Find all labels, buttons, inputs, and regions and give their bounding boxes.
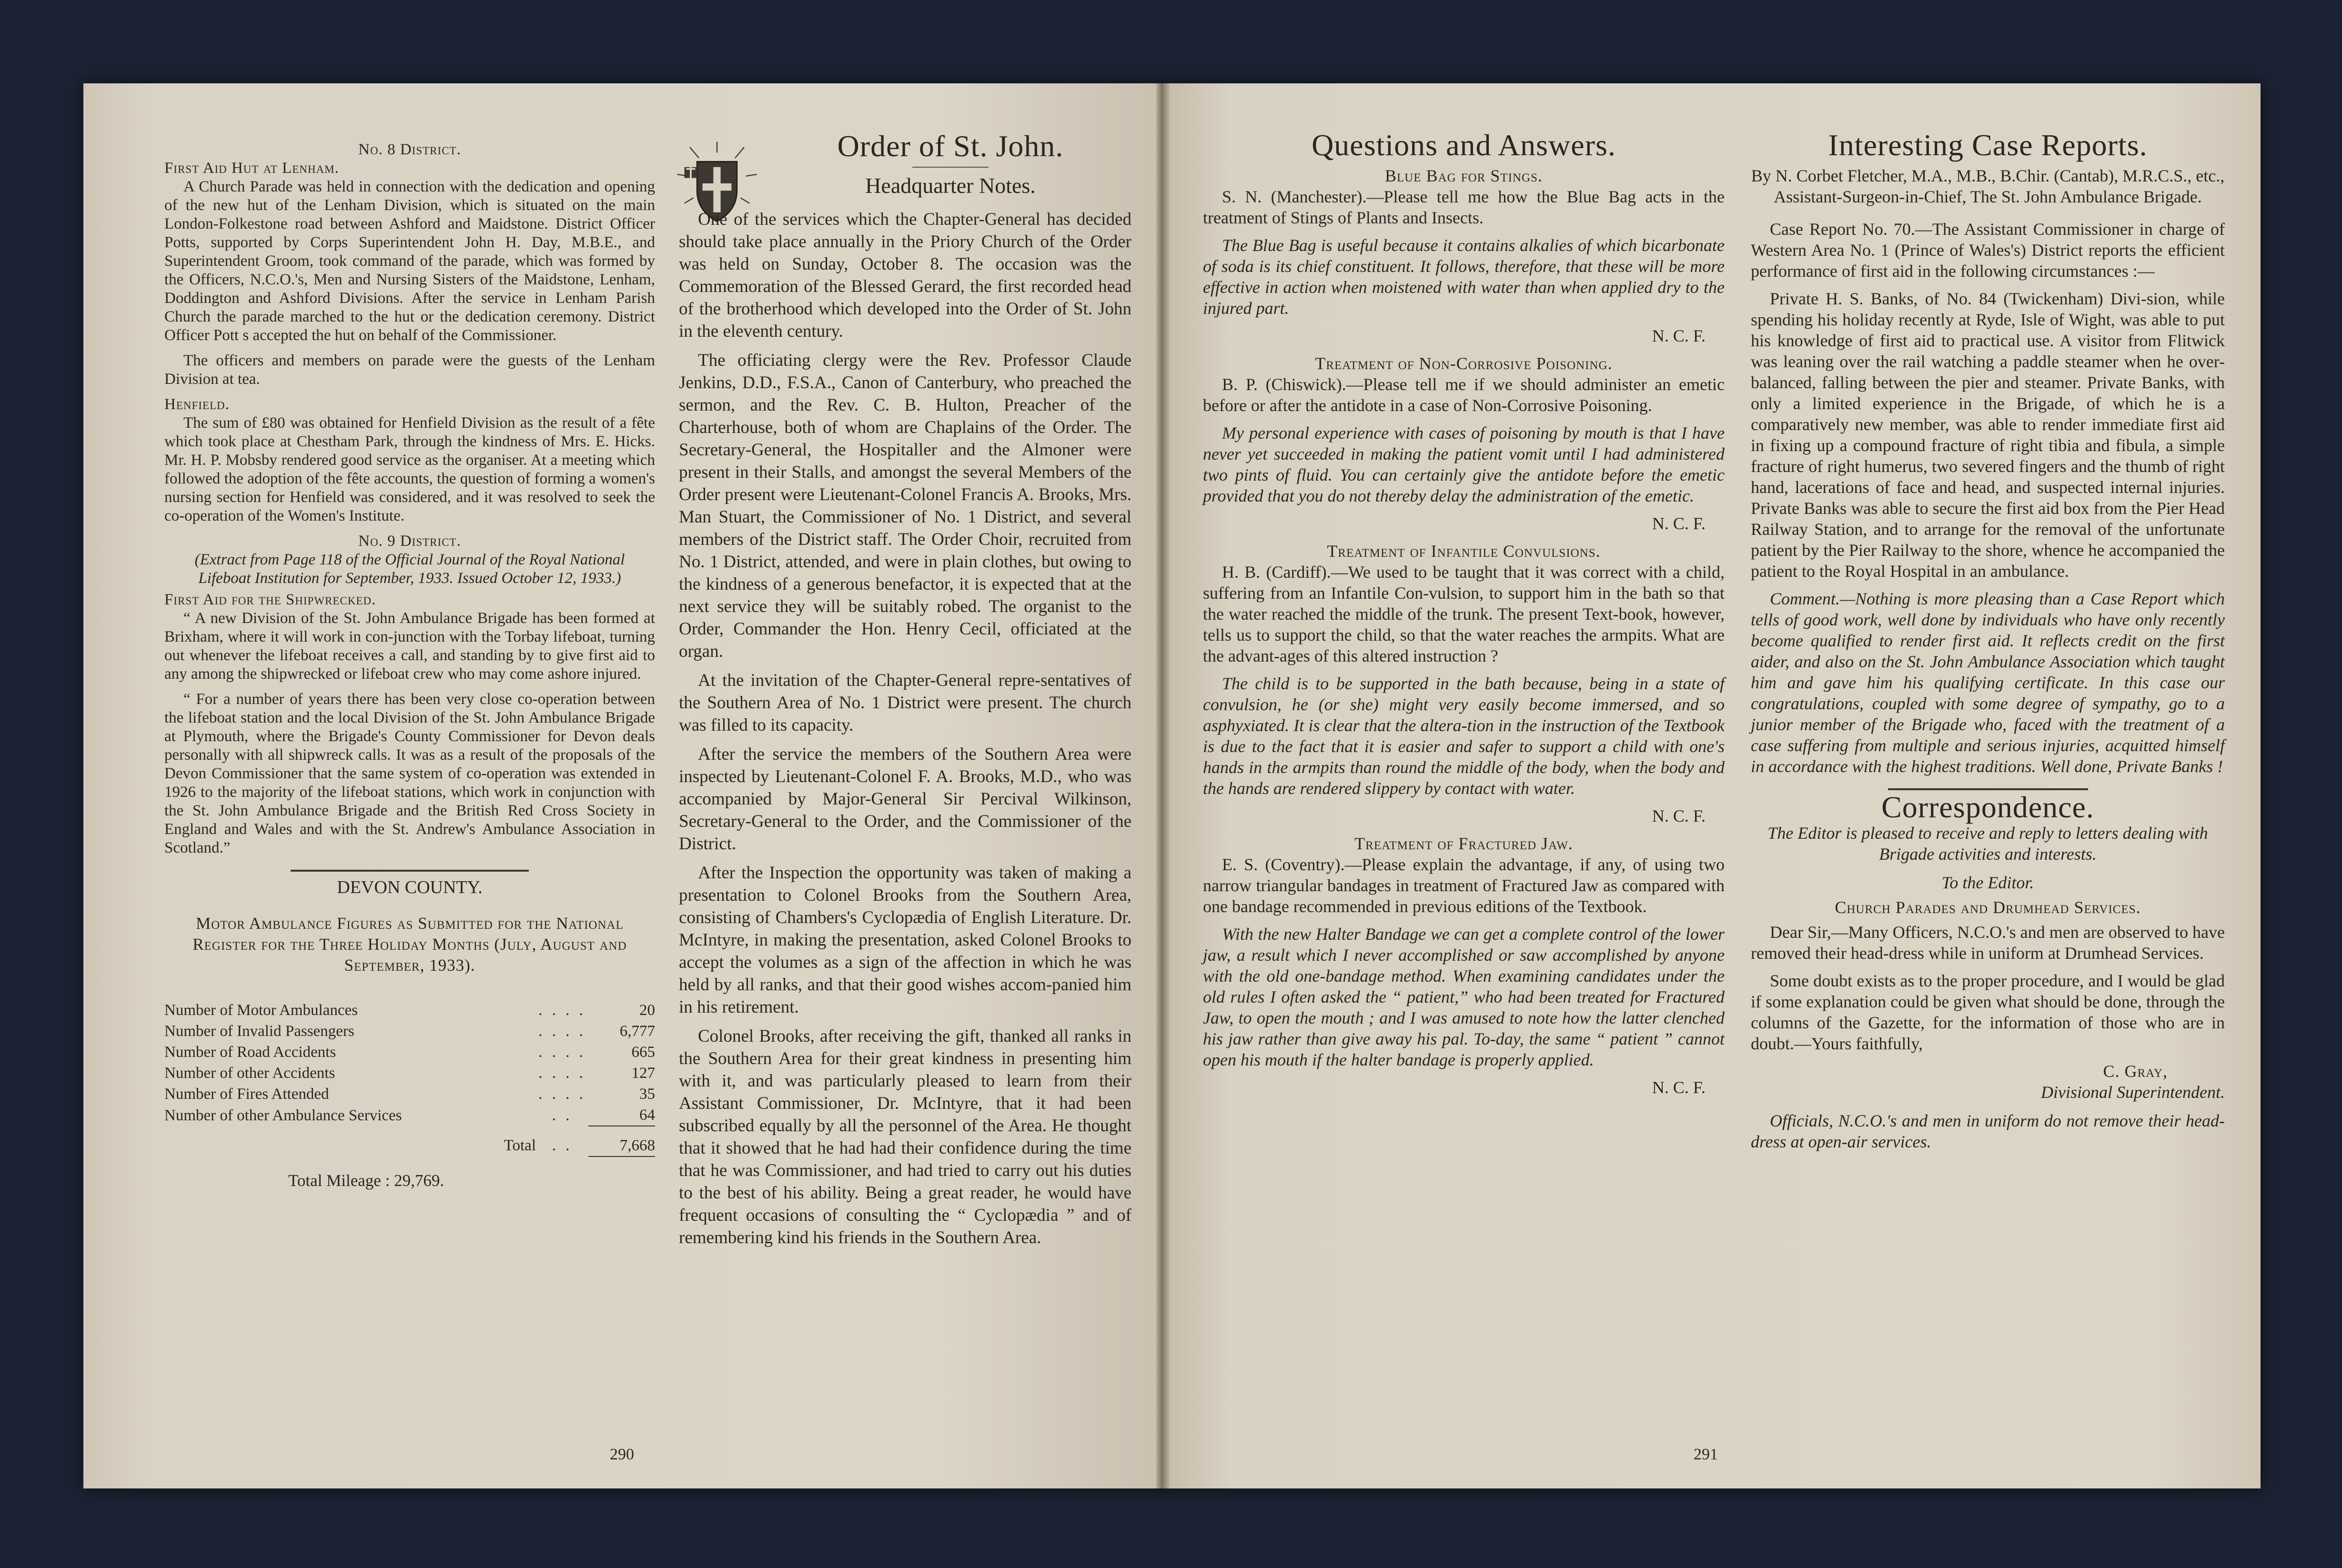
section-subheading: Henfield. [164,396,230,413]
table-row: Number of other Ambulance Services . . 64 [164,1105,655,1126]
total-row: Total . . 7,668 [164,1126,655,1156]
question: B. P. (Chiswick).—Please tell me if we should administer an emetic before or after the antidote in a case of Non-Corrosive Poisoning. [1203,375,1725,415]
table-row: Number of Invalid Passengers . . . . 6,777 [164,1023,655,1040]
to-editor: To the Editor. [1941,873,2034,892]
paragraph: The officers and members on parade were the guests of the Lenham Division at tea. [164,352,655,388]
byline: By N. Corbet Fletcher, M.A., M.B., B.Chir. (Cantab), M.R.C.S., etc., Assistant-Surgeon-in-Chief, The St. John Ambulance Brigade. [1751,166,2225,206]
page-number: 291 [1694,1446,1718,1463]
paragraph: “ A new Division of the St. John Ambulance Brigade has been formed at Brixham, where it will work in con-junction with the Torbay lifeboat, turning out whenever the lifeboat receives a call, and standing by to give first aid to any among the shipwrecked or lifeboat crew who may come ashore injured. [164,610,655,683]
district-heading: No. 8 District. [358,141,461,158]
paragraph: Case Report No. 70.—The Assistant Commissioner in charge of Western Area No. 1 (Prince of Wales's) District reports the efficient performance of first aid in the following circumstances :— [1751,220,2225,281]
paragraph: One of the services which the Chapter-General has decided should take place annually in the Priory Church of the Order was held on Sunday, October 8. The occasion was the Commemoration of the Blessed Gerard, the first recorded head of the brotherhood which developed into the Order of St. John in the eleventh century. [679,210,1131,341]
signature: N. C. F. [1652,514,1706,533]
ambulance-stats-table [164,1000,655,1157]
answer: The child is to be supported in the bath because, being in a state of convulsion, he (or she) might very easily become immersed, and so asphyxiated. It is clear that the altera-tion in the instruction of the Textbook is due to the fact that it is easier and safer to support a child with one's hands in the armpits than round the middle of the body, when the body and the hands are rendered slippery by contact with water. [1203,674,1725,798]
section-subheading: First Aid Hut at Lenham. [164,160,339,177]
comment: Comment.—Nothing is more pleasing than a Case Report which tells of good work, well done by individuals who have only recently become qualified to render first aid. It reflects credit on the first aider, and also on the St. John Ambulance Association which taught him and gave him his qualifying certificate. In this case our congratulations, coupled with some degree of sympathy, go to a junior member of the Brigade who, faced with the treatment of a case suffering from multiple and serious injuries, acquitted himself in accordance with the highest traditions. Well done, Private Banks ! [1751,589,2225,776]
magazine-spread [83,83,2261,1488]
signature: N. C. F. [1652,326,1706,345]
table-row: Number of Fires Attended . . . . 35 [164,1086,655,1103]
question-heading: Treatment of Fractured Jaw. [1354,834,1573,853]
letter-heading: Church Parades and Drumhead Services. [1835,898,2141,917]
question-heading: Treatment of Non-Corrosive Poisoning. [1315,354,1613,373]
table-row: Number of Road Accidents . . . . 665 [164,1044,655,1061]
question: E. S. (Coventry).—Please explain the advantage, if any, of using two narrow triangular bandages in treatment of Fractured Jaw as compared with one bandage recommended in previous editions of the Textbook. [1203,855,1725,916]
total-mileage: Total Mileage : 29,769. [288,1171,444,1190]
signature: N. C. F. [1652,806,1706,825]
question-heading: Blue Bag for Stings. [1385,166,1543,185]
paragraph: A Church Parade was held in connection with the dedication and opening of the new hut of the Lenham Division, which is situated on the main London-Folkestone road between Ashford and Maidstone. District Officer Potts, supported by Corps Superintendent John H. Day, M.B.E., and Superintendent Groom, took command of the parade, which was formed by the Officers, N.C.O.'s, Men and Nursing Sisters of the Maidstone, Lenham, Doddington and Ashford Divisions. After the service in Lenham Parish Church the parade marched to the hut or the dedication ceremony. District Officer Pott s accepted the hut on behalf of the Commissioner. [164,178,655,344]
answer: The Blue Bag is useful because it contains alkalies of which bicarbonate of soda is its chief constituent. It follows, therefore, that these will be more effective in action when moistened with water than when applied dry to the injured part. [1203,236,1725,318]
paragraph: Private H. S. Banks, of No. 84 (Twickenham) Divi-sion, while spending his holiday recently at Ryde, Isle of Wight, was able to put his knowledge of first aid to practical use. A visitor from Flitwick was leaning over the rail watching a paddle steamer when he over-balanced, falling between the pier and steamer. Private Banks, with only a limited experience in the Brigade, of which he is a comparatively new member, was able to render immediate first aid in fixing up a compound fracture of right tibia and fibula, a simple fracture of right humerus, two severed fingers and the thumb of right hand, lacerations of face and head, and suspected internal injuries. Private Banks was able to secure the first aid box from the Pier Head Railway Station, and to arrange for the removal of the unfortunate patient by the Pier Railway to the shore, whence he accompanied the patient to the Royal Hospital in an ambulance. [1751,289,2225,581]
paragraph: After the Inspection the opportunity was taken of making a presentation to Colonel Brooks from the Southern Area, consisting of Chambers's Cyclopædia of English Literature. Dr. McIntyre, in making the presentation, asked Colonel Brooks to accept the volumes as a sign of the affection in which he was held by all ranks, and that their good wishes accom-panied him in his retirement. [679,863,1131,1017]
paragraph: “ For a number of years there has been very close co-operation between the lifeboat station and the local Division of the St. John Ambulance Brigade at Plymouth, where the Brigade's County Commissioner for Devon deals personally with all shipwreck calls. It was as a result of the proposals of the Devon Commissioner that the same system of co-operation was extended in 1926 to the majority of the lifeboat stations, which work in conjunction with the St. John Ambulance Brigade and the British Red Cross Society in England and Wales and with the St. Andrew's Ambulance Association in Scotland.” [164,691,655,856]
paragraph: The officiating clergy were the Rev. Professor Claude Jenkins, D.D., F.S.A., Canon of Canterbury, who preached the sermon, and the Rev. C. B. Hulton, Preacher of the Charterhouse, both of whom are Chaplains of the Order. The Secretary-General, the Hospitaller and the Almoner were present in their Stalls, and amongst the several Members of the Order present were Lieutenant-Colonel Francis A. Brooks, Mrs. Man Stuart, the Commissioner of No. 1 District, and several members of the District staff. The Order Choir, recruited from No. 1 District, attended, and were in plain clothes, but owing to the kindness of a generous benefactor, it is expected that at the next service they will be suitably robed. The organist to the Order, Commander the Hon. Henry Cecil, officiated at the organ. [679,351,1131,661]
letter-paragraph: Dear Sir,—Many Officers, N.C.O.'s and men are observed to have removed their head-dress while in uniform at Drumhead Services. [1751,923,2225,963]
correspondence-title: Correspondence. [1881,790,2094,824]
divider [291,870,529,872]
question: H. B. (Cardiff).—We used to be taught that it was correct with a child, suffering from an Infantile Con-vulsion, to support him in the bath so that the water reached the middle of the trunk. The present Text-book, however, tells us to support the child, so that the water reaches the armpits. What are the advant-ages of this altered instruction ? [1203,563,1725,665]
table-row: Number of other Accidents . . . . 127 [164,1065,655,1082]
signature: N. C. F. [1652,1078,1706,1097]
column-district-news [164,141,655,1190]
district-heading: No. 9 District. [358,533,461,550]
article-title: Interesting Case Reports. [1828,128,2148,162]
editor-reply: Officials, N.C.O.'s and men in uniform do not remove their head-dress at open-air services. [1751,1111,2225,1151]
page-number: 290 [610,1446,634,1463]
question-heading: Treatment of Infantile Convulsions. [1327,542,1601,561]
devon-heading: DEVON COUNTY. [337,877,483,897]
answer: With the new Halter Bandage we can get a complete control of the lower jaw, a result which I never accomplished or saw accomplished by anyone with the old one-bandage method. When examining candidates under the old rules I often asked the “ patient,” who had been treated for Fractured Jaw, to open the mouth ; and I was amused to note how the latter clenched his jaw rather than give away his pal. To-day, the same “ patient ” cannot open his mouth if the halter bandage is properly applied. [1203,925,1725,1069]
extract-note: (Extract from Page 118 of the Official Journal of the Royal National Lifeboat Institution for September, 1933. Issued October 12, 1933.) [194,551,625,587]
paragraph: After the service the members of the Southern Area were inspected by Lieutenant-Colonel F. A. Brooks, M.D., who was accompanied by Major-General Sir Percival Wilkinson, Secretary-General to the Order, and the Commissioner of the District. [679,744,1131,854]
table-row: Number of Motor Ambulances . . . . 20 [164,1002,655,1019]
signer-title: Divisional Superintendent. [2041,1083,2225,1102]
column-order-st-john [679,129,1131,1256]
section-subheading: First Aid for the Shipwrecked. [164,591,376,608]
answer: My personal experience with cases of poisoning by mouth is that I have never yet succeeded in making the patient vomit until I had administered two pints of fluid. You can certainly give the antidote before the emetic provided that you do not thereby delay the administration of the emetic. [1203,423,1725,505]
signer-name: C. Gray, [2103,1062,2168,1081]
divider [912,167,989,168]
editor-note: The Editor is pleased to receive and reply to letters dealing with Brigade activities and interests. [1767,824,2208,864]
paragraph: At the invitation of the Chapter-General repre-sentatives of the Southern Area of No. 1 District were present. The church was filled to its capacity. [679,671,1131,735]
book-gutter [1156,83,1170,1488]
letter-paragraph: Some doubt exists as to the proper procedure, and I would be glad if some explanation could be given what should be done, through the columns of the Gazette, for the information of those who are in doubt.—Yours faithfully, [1751,971,2225,1053]
column-questions-answers [1203,128,1725,1098]
paragraph: The sum of £80 was obtained for Henfield Division as the result of a fête which took place at Chestham Park, through the kindness of Mrs. E. Hicks. Mr. H. P. Mobsby rendered good service as the organiser. At a meeting which followed the adoption of the fête accounts, the question of forming a women's nursing section for Henfield was considered, and it was resolved to seek the co-operation of the Women's Institute. [164,414,655,524]
column-case-reports [1751,128,2225,1159]
paragraph: Colonel Brooks, after receiving the gift, thanked all ranks in the Southern Area for their great kindness in presenting him with it, and was particularly pleased to learn from their Assistant Commissioner, Dr. McIntyre, that it had been subscribed equally by all the personnel of the Area. He thought that it showed that he had had their confidence during the time that he was Commissioner, and had tried to carry out his duties to the best of his ability. Being a great reader, he would have frequent occasions of consulting the “ Cyclopædia ” and of remembering kind his friends in the Southern Area. [679,1026,1131,1247]
article-title: Order of St. John. [837,129,1064,163]
question: S. N. (Manchester).—Please tell me how the Blue Bag acts in the treatment of Stings of Plants and Insects. [1203,187,1725,227]
article-title: Questions and Answers. [1312,128,1616,162]
article-subtitle: Headquarter Notes. [865,173,1036,198]
motor-figures-heading: Motor Ambulance Figures as Submitted for the National Register for the Three Holiday Months (July, August and September, 1933). [192,914,627,975]
